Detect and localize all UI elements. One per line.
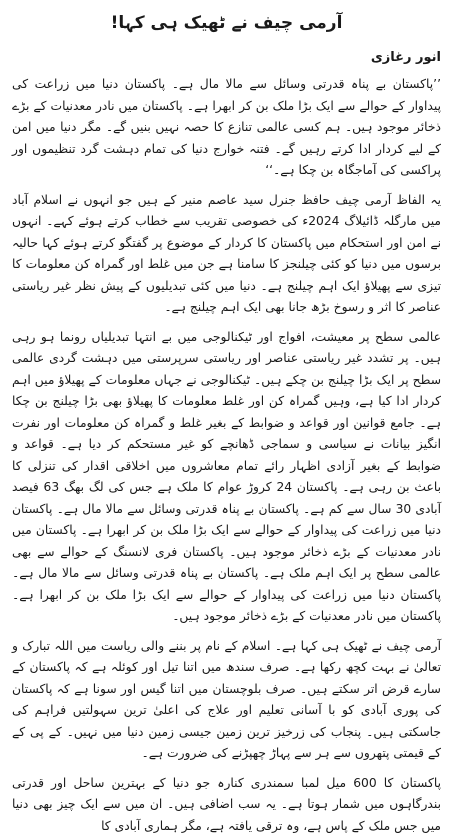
author-byline: انور رغازی (12, 46, 441, 70)
article-paragraph: عالمی سطح پر معیشت، افواج اور ٹیکنالوجی میں بے انتہا تبدیلیاں رونما ہو رہی ہیں۔ پر تشدد غیر ریاستی عناصر اور ریاستی سرپرستی میں دہشت گردی عالمی سطح پر ایک بڑا چیلنج بن چکے ہیں۔ ٹیکنالوجی نے جہاں معلومات کے پھیلاؤ میں اہم کردار ادا کیا ہے، وہیں گمراہ کن اور غلط معلومات کا پھیلاؤ بھی بڑا چیلنج بن چکا ہے۔ جامع قوانین اور قواعد و ضوابط کے بغیر غلط و گمراہ کن معلومات اور نفرت انگیز بیانات نے سیاسی و سماجی ڈھانچے کو غیر مستحکم کر دیا ہے۔ قواعد و ضوابط کے بغیر آزادی اظہار رائے تمام معاشروں میں اخلاقی اقدار کی تنزلی کا باعث بن رہی ہے۔ پاکستان 24 کروڑ عوام کا ملک ہے جس کی لگ بھگ 63 فیصد آبادی 30 سال سے کم ہے۔ پاکستان بے پناہ قدرتی وسائل سے مالا مال ہے۔ پاکستان دنیا میں زراعت کی پیداوار کے حوالے سے ایک بڑا ملک بن کر ابھرا ہے۔ پاکستان میں نادر معدنیات کے بڑے ذخائر موجود ہیں۔ پاکستان فری لانسنگ کے حوالے سے بھی عالمی سطح پر ایک اہم ملک ہے۔ پاکستان بے پناہ قدرتی وسائل سے مالا مال ہے۔ پاکستان دنیا میں زراعت کی پیداوار کے حوالے سے ایک بڑا ملک بن کر ابھرا ہے۔ پاکستان میں نادر معدنیات کے بڑے ذخائر موجود ہیں۔ (12, 327, 441, 628)
article-title: آرمی چیف نے ٹھیک ہی کہا! (12, 10, 441, 36)
article-paragraph: پاکستان کا 600 میل لمبا سمندری کنارہ جو دنیا کے بہترین ساحل اور قدرتی بندرگاہوں میں شمار ہوتا ہے۔ یہ سب اضافی ہیں۔ ان میں سے ایک چیز بھی دنیا میں جس ملک کے پاس ہے، وہ ترقی یافتہ ہے، مگر ہماری آبادی کا (12, 773, 441, 837)
article-paragraph: آرمی چیف نے ٹھیک ہی کہا ہے۔ اسلام کے نام پر بننے والی ریاست میں اللہ تبارک و تعالیٰ نے بہت کچھ رکھا ہے۔ صرف سندھ میں اتنا تیل اور کوئلہ ہے کہ پاکستان کے سارے قرض اتر سکتے ہیں۔ صرف بلوچستان میں اتنا گیس اور سونا ہے کہ پاکستان کی پوری آبادی کو با آسانی تعلیم اور علاج کی اعلیٰ ترین سہولتیں فراہم کی جاسکتی ہیں۔ پنجاب کی زرخیز ترین زمین جیسی زمین دنیا میں نہیں۔ کے پی کے کے قیمتی پتھروں سے ہر سے پہاڑ چھپڑنے کی ضرورت ہے۔ (12, 636, 441, 765)
article-paragraph: یہ الفاظ آرمی چیف حافظ جنرل سید عاصم منیر کے ہیں جو انہوں نے اسلام آباد میں مارگلہ ڈائیلاگ 2024ء کی خصوصی تقریب سے خطاب کرتے ہوئے کہے۔ انہوں نے امن اور استحکام میں پاکستان کا کردار کے موضوع پر گفتگو کرتے ہوئے کہا حالیہ برسوں میں دنیا کو کئی چیلنجز کا سامنا ہے جن میں غلط اور گمراہ کن معلومات کا تیزی سے پھیلاؤ ایک اہم چیلنج ہے۔ دنیا میں کئی تبدیلیوں کے پیش نظر غیر ریاستی عناصر کا اثر و رسوخ بڑھ جانا بھی ایک اہم چیلنج ہے۔ (12, 190, 441, 319)
article-paragraph-quote: ’’پاکستان بے پناہ قدرتی وسائل سے مالا مال ہے۔ پاکستان دنیا میں زراعت کی پیداوار کے حوالے سے ایک بڑا ملک بن کر ابھرا ہے۔ پاکستان میں نادر معدنیات کے بڑے ذخائر موجود ہیں۔ ہم کسی عالمی تنازع کا حصہ نہیں بنیں گے۔ مگر دنیا میں امن کے لیے کردار ادا کرتے رہیں گے۔ فتنہ خوارج دنیا کی تمام دہشت گرد تنظیموں اور پراکسی کی آماجگاہ بن چکا ہے۔‘‘ (12, 74, 441, 182)
